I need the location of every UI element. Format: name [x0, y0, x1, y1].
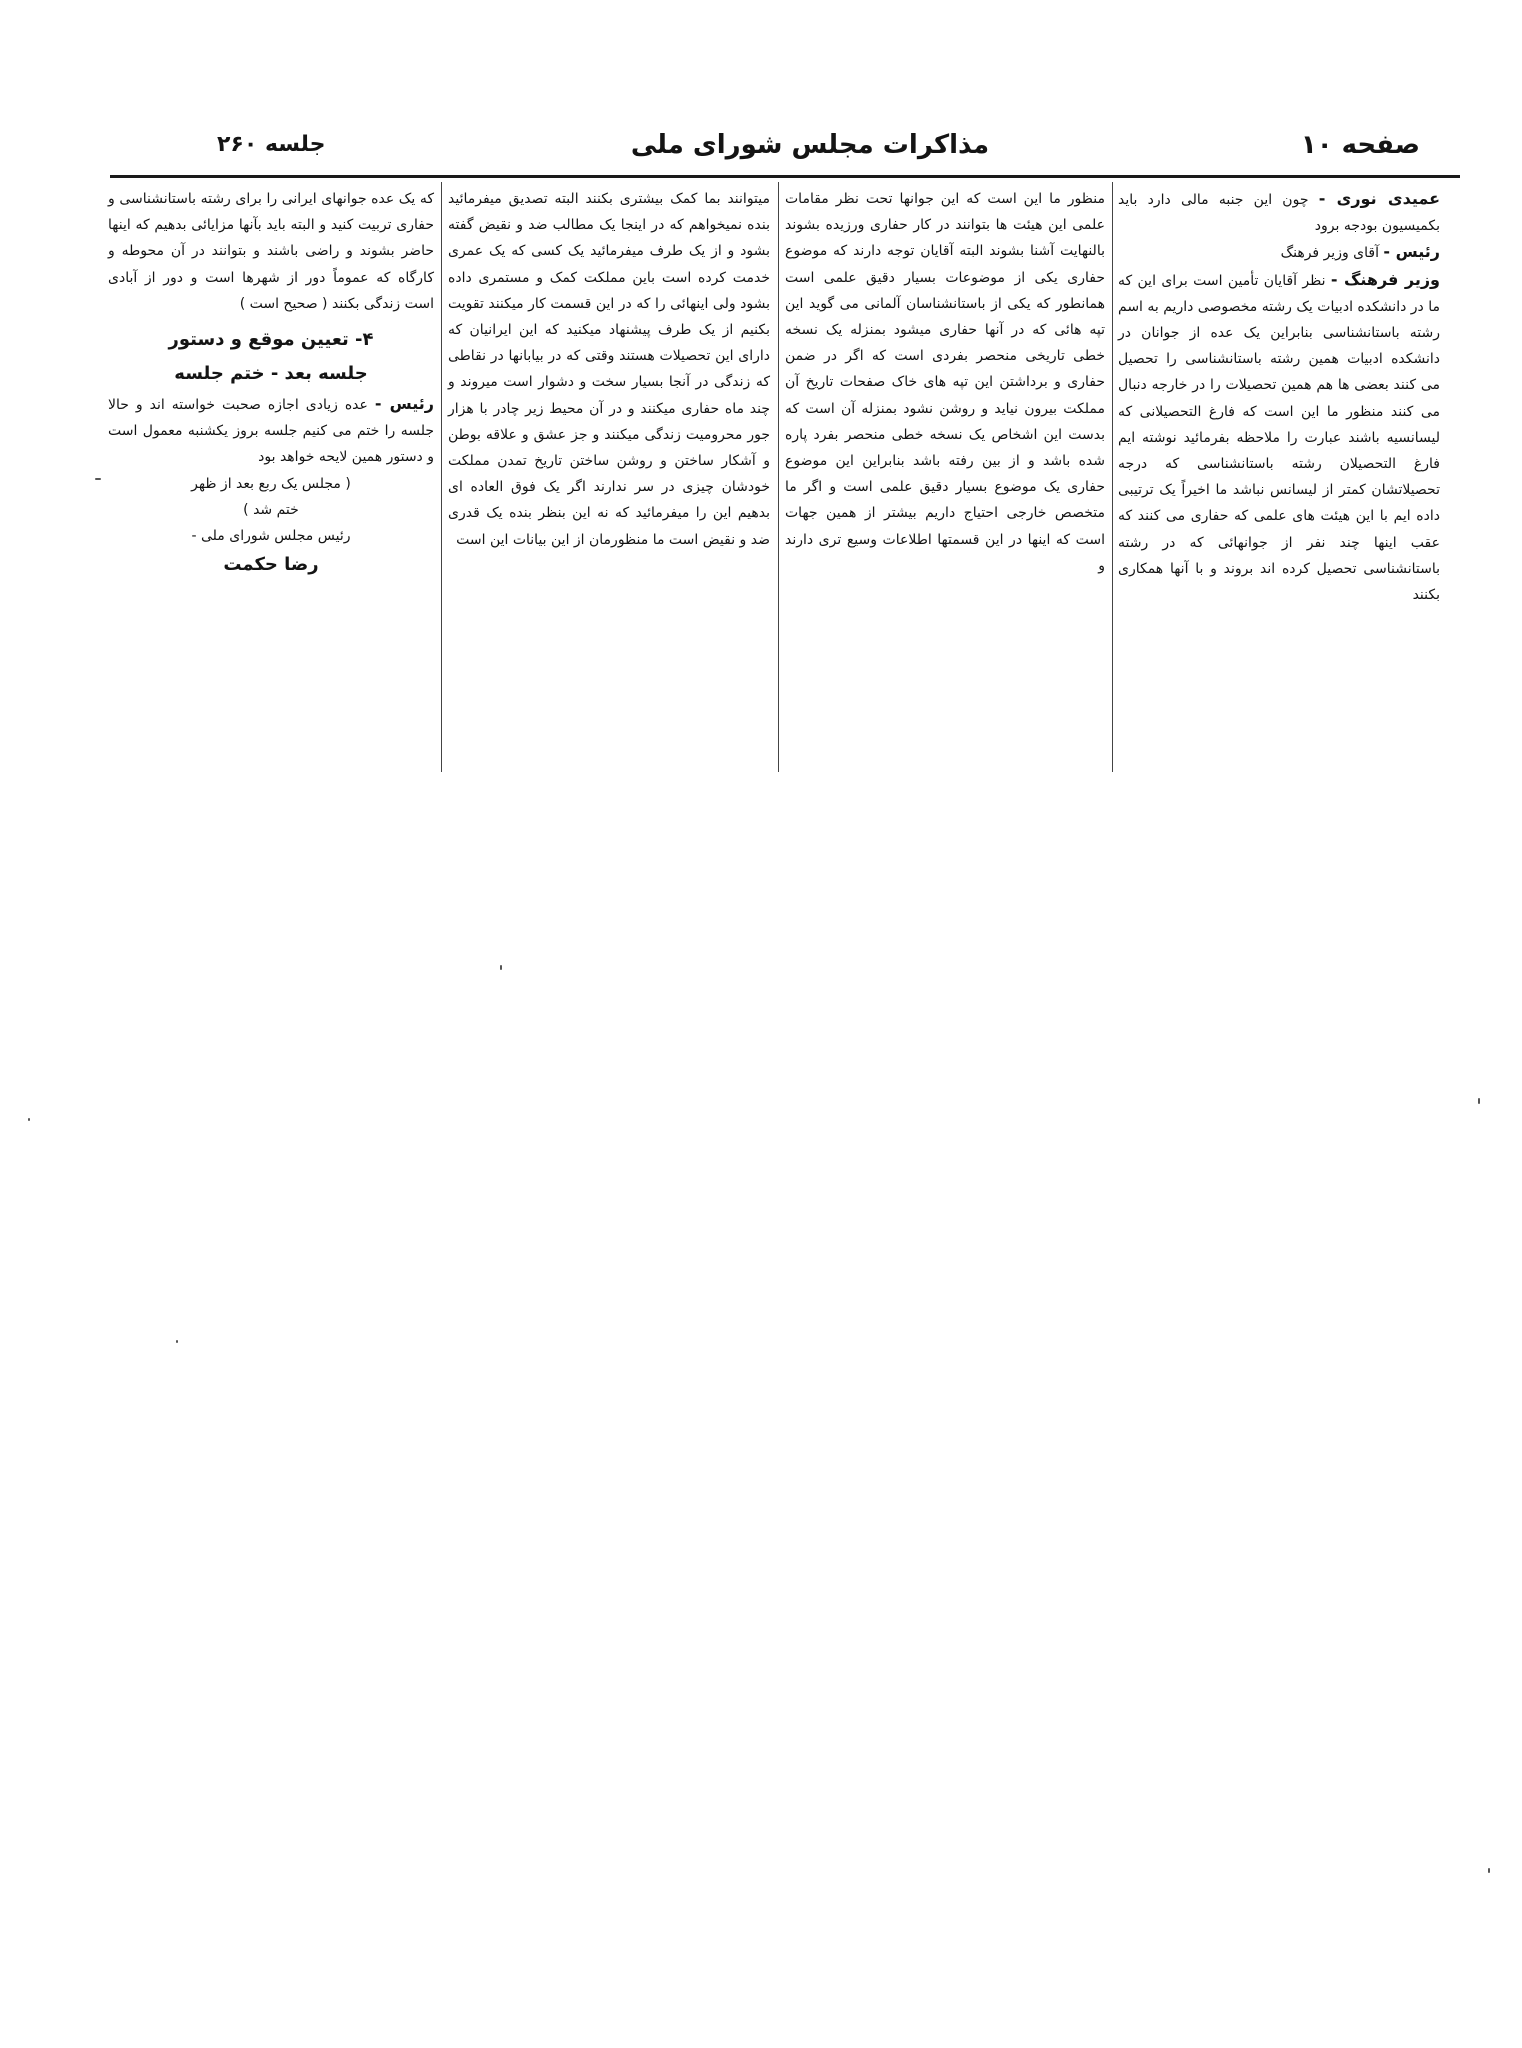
- signer-title: رئیس مجلس شورای ملی -: [191, 528, 351, 545]
- page-header: [195, 130, 1425, 170]
- signer-name: رضا حکمت: [223, 554, 319, 576]
- agenda-item-title: ۴- تعیین موقع و دستور: [168, 329, 374, 351]
- speech-text: میتوانند بما کمک بیشتری بکنند البته تصدیق میفرمائید بنده نمیخواهم که در اینجا یک مطالب ضد و نقیض گفته بشود و از یک طرف میفرمائید یک کسی که یک عمری خدمت کرده است باین مملکت کمک و مستمری داده بشود ولی اینهائی را که در این قسمت کار میکنند تقویت بکنیم از یک طرف پیشنهاد میکنید که این ایرانیان که دارای این تحصیلات هستند وقتی که در بیابانها در نقاطی که زندگی در آنجا بسیار سخت و دشوار است میروند و چند ماه حفاری میکنند و در آن محیط زیر چادر با هزار جور محرومیت زندگی میکنند و جز عشق و علاقه بوطن و آشکار ساختن و روشن ساختن تاریخ تمدن مملکت خودشان چیزی در سر ندارند اگر یک فوق العاده ای بدهیم این را میفرمائید که نه این بنظر بنده یک قدری ضد و نقیض است ما منظورمان از این بیانات این است: [448, 191, 770, 548]
- scan-speck: [95, 478, 101, 480]
- session-note: ( مجلس یک ربع بعد از ظهر: [191, 475, 351, 492]
- speaker-name: عمیدی نوری -: [1318, 189, 1441, 208]
- speaker-name: رئیس -: [374, 394, 435, 414]
- text-column-4: [108, 186, 434, 581]
- column-divider: [778, 182, 779, 772]
- speech-text: که یک عده جوانهای ایرانی را برای رشته باستانشناسی و حفاری تربیت کنید و البته باید بآنها مزایائی بدهیم که اینها حاضر بشوند و راضی باشند و بتوانند در آن محوطه و کارگاه که عموماً دور از شهرها است و دور از آبادی است زندگی بکنند ( صحیح است ): [108, 191, 434, 312]
- page-number: صفحه ۱۰: [1300, 130, 1420, 160]
- text-column-2: [785, 186, 1105, 579]
- scan-speck: [28, 1118, 30, 1121]
- speaker-name: وزیر فرهنگ -: [1330, 269, 1440, 289]
- session-label: جلسه ۲۶۰: [217, 132, 326, 157]
- text-column-3: [448, 186, 770, 553]
- speech-text: منظور ما این است که این جوانها تحت نظر مقامات علمی این هیئت ها بتوانند در کار حفاری ورزیده بشوند بالنهایت آشنا بشوند البته آقایان توجه دارند که موضوع حفاری یکی از موضوعات بسیار دقیق علمی است همانطور که یکی از باستانشناسان آلمانی می گوید این تپه هائی که در آنها حفاری میشود بمنزله یک نسخه خطی تاریخی منحصر بفردی است که اگر در ضمن حفاری و برداشتن این تپه های خاک صفحات تاریخ آن مملکت بیرون نیاید و روشن نشود بمنزله آن است که بدست این اشخاص یک نسخه خطی منحصر بفرد پاره شده باشد و از بین رفته باشد بنابراین این موضوع حفاری یک موضوع بسیار دقیق علمی است و اگر ما متخصص خارجی احتیاج داریم بیشتر از همین جهات است که اینها در این قسمتها اطلاعات وسیع تری دارند و: [785, 191, 1105, 574]
- paragraph: [1118, 239, 1440, 266]
- speech-text: عده زیادی اجازه صحبت خواسته اند و حالا جلسه را ختم می کنیم جلسه بروز یکشنبه معمول است و دستور همین لایحه خواهد بود: [108, 397, 434, 466]
- speech-text: چون این جنبه مالی دارد باید بکمیسیون بودجه برود: [1118, 192, 1440, 235]
- column-divider: [1112, 182, 1113, 772]
- header-rule: [110, 175, 1460, 178]
- paragraph: [1118, 267, 1440, 609]
- text-column-1: [1118, 186, 1440, 608]
- scan-speck: [176, 1340, 178, 1343]
- publication-title: مذاکرات مجلس شورای ملی: [630, 130, 990, 160]
- agenda-item-subtitle: جلسه بعد - ختم جلسه: [174, 363, 368, 385]
- speech-text: نظر آقایان تأمین است برای این که ما در دانشکده ادبیات یک رشته مخصوصی داریم به اسم رشته باستانشناسی بنابراین یک عده از جوانان در دانشکده ادبیات همین رشته باستانشناسی را تحصیل می کنند بعضی ها هم همین تحصیلات را در خارجه دنبال می کنند منظور ما این است که فارغ التحصیلانی که لیسانسیه باشند عبارت را ملاحظه بفرمائید نوشته ایم فارغ التحصیلان رشته باستانشناسی که درجه تحصیلاتشان کمتر از لیسانس نباشد ما اخیراً یک ترتیبی داده ایم با این هیئت های علمی که حفاری می کنند که عقب اینها چند نفر از جوانهائی که در رشته باستانشناسی تحصیل کرده اند بروند و با آنها همکاری بکنند: [1118, 272, 1440, 604]
- scan-speck: [500, 965, 502, 970]
- speech-text: آقای وزیر فرهنگ: [1280, 245, 1379, 262]
- paragraph: [108, 391, 434, 471]
- scan-speck: [1488, 1868, 1490, 1873]
- column-divider: [441, 182, 442, 772]
- speaker-name: رئیس -: [1383, 242, 1440, 262]
- scan-speck: [1478, 1098, 1480, 1104]
- paragraph: [1118, 186, 1440, 239]
- session-note: ختم شد ): [243, 501, 299, 518]
